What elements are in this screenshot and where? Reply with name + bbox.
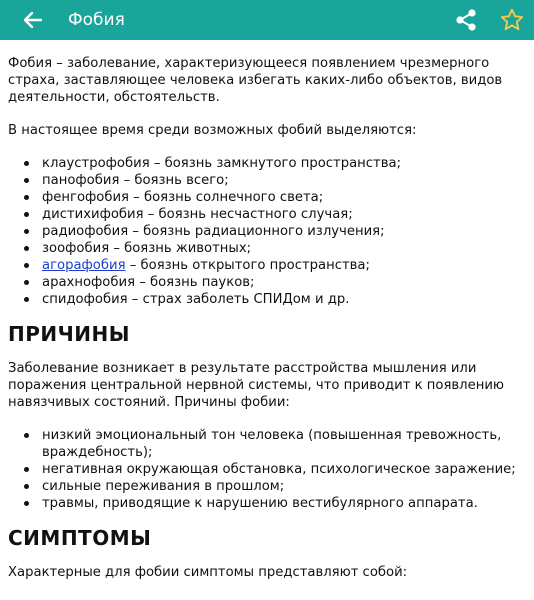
phobia-list (8, 155, 524, 308)
list-item: зоофобия – боязнь животных; (42, 240, 524, 257)
intro-paragraph: Фобия – заболевание, характеризующееся появлением чрезмерного страха, заставляющее человека избегать каких-либо объектов, видов деятельности, обстоятельств. (8, 56, 503, 105)
app-bar-actions (452, 0, 526, 40)
symptoms-paragraph: Характерные для фобии симптомы представляют собой: (8, 565, 408, 580)
lead-paragraph: В настоящее время среди возможных фобий выделяются: (8, 123, 417, 138)
causes-heading: ПРИЧИНЫ (8, 322, 130, 346)
list-item: фенгофобия – боязнь солнечного света; (42, 189, 524, 206)
list-item: травмы, приводящие к нарушению вестибулярного аппарата. (42, 495, 524, 512)
article-body (0, 40, 534, 581)
star-outline-icon (499, 7, 525, 33)
list-item: панофобия – боязнь всего; (42, 172, 524, 189)
agoraphobia-link[interactable]: агорафобия (42, 258, 126, 273)
back-button[interactable] (20, 7, 46, 33)
list-item: сильные переживания в прошлом; (42, 478, 524, 495)
list-item: негативная окружающая обстановка, психологическое заражение; (42, 461, 524, 478)
arrow-left-icon (24, 12, 42, 28)
list-item: радиофобия – боязнь радиационного излучения; (42, 223, 524, 240)
share-icon (454, 8, 478, 32)
causes-paragraph: Заболевание возникает в результате расстройства мышления или поражения центральной нервной системы, что приводит к появлению навязчивых состояний. Причины фобии: (8, 361, 504, 410)
list-item: дистихифобия – боязнь несчастного случая; (42, 206, 524, 223)
symptoms-heading: СИМПТОМЫ (8, 526, 152, 550)
list-item: клаустрофобия – боязнь замкнутого пространства; (42, 155, 524, 172)
app-bar (0, 0, 534, 40)
share-button[interactable] (452, 6, 480, 34)
page-title: Фобия (68, 10, 125, 30)
list-item-text: – боязнь открытого пространства; (125, 258, 370, 273)
list-item: арахнофобия – боязнь пауков; (42, 274, 524, 291)
favorite-button[interactable] (498, 6, 526, 34)
list-item: низкий эмоциональный тон человека (повышенная тревожность, враждебность); (42, 427, 524, 461)
list-item (42, 257, 524, 274)
causes-list (8, 427, 524, 512)
list-item: спидофобия – страх заболеть СПИДом и др. (42, 291, 524, 308)
